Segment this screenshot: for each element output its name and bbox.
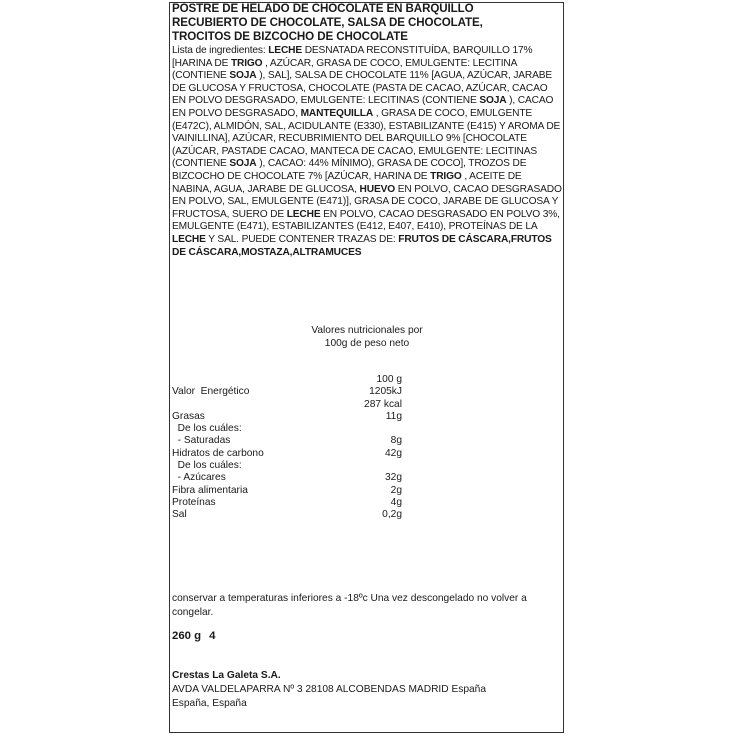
ingredients-list	[172, 45, 562, 259]
nutrient-value: 32g	[385, 472, 402, 484]
allergen-text: SOJA	[479, 95, 507, 107]
product-label	[172, 2, 562, 709]
title-line: RECUBIERTO DE CHOCOLATE, SALSA DE CHOCOLATE,	[172, 16, 483, 29]
nutrient-value: 11g	[385, 410, 402, 422]
allergen-text: LECHE	[172, 233, 206, 245]
nutrient-value: 0,2g	[382, 509, 402, 521]
nutrition-row	[172, 509, 562, 521]
allergen-text: TRIGO	[430, 170, 462, 182]
ingredient-text: ), SAL], SALSA DE CHOCOLATE 11% [AGUA, AZÚCAR, JARABE DE GLUCOSA Y FRUCTOSA, CHOCOLATE (PASTA DE CACAO, AZÚCAR, CACAO EN POLVO DESGRASADO, EMULGENTE: LECITINAS (CONTIENE	[172, 70, 553, 107]
company-address: AVDA VALDELAPARRA Nº 3 28108 ALCOBENDAS MADRID España	[172, 684, 487, 695]
nutrition-row	[172, 386, 562, 398]
ingredient-text: , GRASA DE COCO, EMULGENTE (E472C), ALMIDÓN, SAL, ACIDULANTE (E330), ESTABILIZANTE (E415) Y AROMA DE VAINILLINA], AZÚCAR, RECUBRIMIENTO DEL BARQUILLO 9% [CHOCOLATE (AZÚCAR, PASTADE CACAO, MANTECA DE CACAO, EMULGENTE: LECITINAS (CONTIENE	[172, 107, 561, 170]
nutrient-value: 1205kJ	[369, 386, 402, 398]
nutrition-column-header-row	[172, 374, 562, 386]
company-name: Crestas La Galeta S.A.	[172, 670, 281, 681]
allergen-text: LECHE	[286, 208, 321, 220]
nutrition-row	[172, 435, 562, 447]
nutrient-label: Grasas	[172, 410, 205, 422]
ingredient-text: ), CACAO EN POLVO DESGRASADO,	[172, 95, 554, 119]
ingredient-text: Y SAL. PUEDE CONTENER TRAZAS DE:	[205, 233, 399, 245]
allergen-text: SOJA	[229, 158, 257, 170]
nutrition-header	[172, 324, 562, 350]
ingredient-text: DESNATADA RECONSTITUÍDA, BARQUILLO 17% [HARINA DE	[172, 45, 533, 69]
nutrient-value: 2g	[390, 484, 402, 496]
ingredient-text: EN POLVO, CACAO DESGRASADO EN POLVO, SAL, EMULGENTE (E471)], GRASA DE COCO, JARABE DE GLUCOSA Y FRUCTOSA, SUERO DE	[172, 183, 562, 220]
nutrition-column-header: 100 g	[376, 374, 402, 385]
allergen-text: MANTEQUILLA	[300, 107, 374, 119]
nutrition-row	[172, 485, 562, 497]
nutrient-label: Valor Energético	[172, 386, 250, 398]
nutrition-header-line2: 100g de peso neto	[324, 338, 410, 349]
nutrition-row	[172, 399, 562, 411]
ingredient-text: ), CACAO: 44% MÍNIMO), GRASA DE COCO], TROZOS DE BIZCOCHO DE CHOCOLATE 7% [AZÚCAR, HARINA DE	[172, 158, 527, 182]
nutrition-row	[172, 460, 562, 472]
nutrient-value: 4g	[390, 496, 402, 508]
nutrition-row	[172, 448, 562, 460]
nutrition-table	[172, 374, 562, 522]
nutrient-label: - Saturadas	[172, 435, 231, 447]
allergen-text: TRIGO	[230, 57, 263, 69]
nutrition-row	[172, 472, 562, 484]
allergen-text: SOJA	[229, 70, 257, 82]
product-title	[172, 2, 562, 44]
nutrient-value: 287 kcal	[364, 398, 402, 410]
ingredient-text: , AZÚCAR, GRASA DE COCO, EMULGENTE: LECITINA (CONTIENE	[172, 57, 517, 82]
nutrient-label: Sal	[172, 509, 187, 521]
nutrient-label: De los cuáles:	[172, 460, 242, 472]
ingredient-text: EN POLVO, CACAO DESGRASADO EN POLVO 3%, EMULGENTE (E471), ESTABILIZANTES (E412, E407, E410), PROTEÍNAS DE LA	[172, 208, 560, 233]
nutrition-row	[172, 423, 562, 435]
nutrient-label: Proteínas	[172, 496, 216, 508]
title-line: POSTRE DE HELADO DE CHOCOLATE EN BARQUILLO	[172, 2, 474, 15]
nutrition-header-line1: Valores nutricionales por	[311, 325, 423, 336]
nutrient-value: 42g	[385, 447, 402, 459]
ingredient-text: Lista de ingredientes:	[172, 45, 269, 56]
allergen-text: FRUTOS DE CÁSCARA,FRUTOS DE CÁSCARA,MOSTAZA,ALTRAMUCES	[172, 233, 552, 258]
weight-line	[172, 630, 223, 642]
nutrient-label: Fibra alimentaria	[172, 484, 248, 496]
net-weight: 260 g	[172, 630, 202, 642]
nutrient-label: De los cuáles:	[172, 423, 242, 435]
title-line: TROCITOS DE BIZCOCHO DE CHOCOLATE	[172, 30, 408, 43]
conservation-note: conservar a temperaturas inferiores a -18ºc Una vez descongelado no volver a congelar.	[172, 593, 527, 618]
allergen-text: LECHE	[268, 45, 303, 56]
allergen-text: HUEVO	[359, 183, 396, 195]
company-block	[172, 669, 486, 711]
unit-count: 4	[209, 630, 216, 642]
ingredient-text: , ACEITE DE NABINA, AGUA, JARABE DE GLUCOSA,	[172, 170, 522, 195]
nutrient-label: - Azúcares	[172, 472, 226, 484]
nutrition-row	[172, 411, 562, 423]
nutrient-label: Hidratos de carbono	[172, 447, 264, 459]
nutrient-value: 8g	[390, 435, 402, 447]
nutrition-row	[172, 497, 562, 509]
company-country: España, España	[172, 698, 247, 709]
